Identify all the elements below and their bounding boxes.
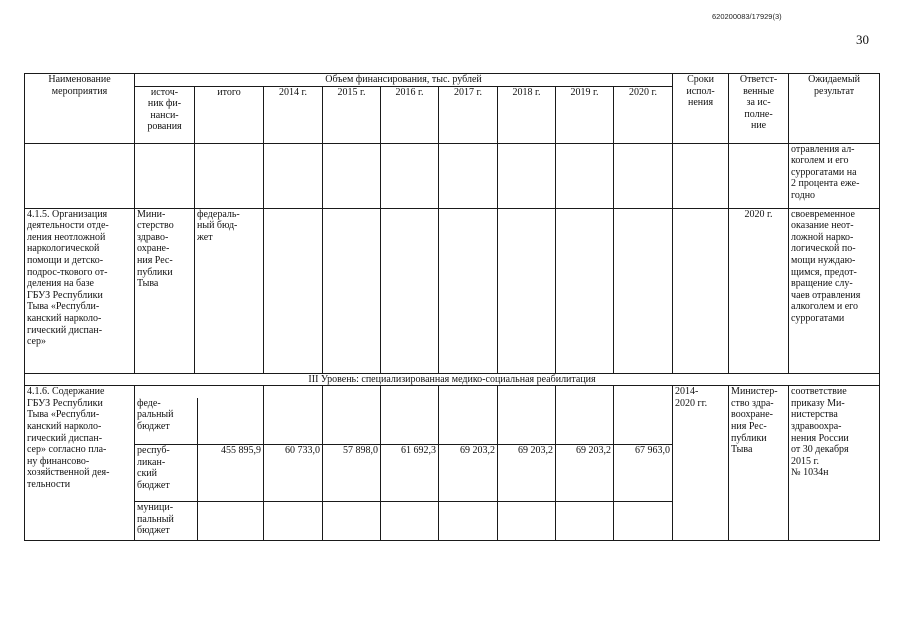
row-416-responsible: Министер- ство здра- воохране- ния Рес- публики Тыва bbox=[729, 386, 789, 541]
row-416-value: 69 203,2 bbox=[439, 445, 498, 502]
financing-table bbox=[24, 73, 880, 541]
header-year: 2016 г. bbox=[381, 86, 439, 143]
header-funding-group: Объем финансирования, тыс. рублей bbox=[135, 74, 673, 87]
header-name: Наименование мероприятия bbox=[25, 74, 135, 144]
header-source: источ- ник фи- нанси- рования bbox=[135, 86, 195, 143]
page-number: 30 bbox=[856, 32, 869, 47]
document-id: 620200083/17929(3) bbox=[712, 12, 782, 21]
header-year: 2015 г. bbox=[323, 86, 381, 143]
row-415-source: федераль- ный бюд- жет bbox=[195, 208, 264, 373]
header-year: 2017 г. bbox=[439, 86, 498, 143]
row-416-total-federal bbox=[197, 398, 263, 445]
row-416-value: 69 203,2 bbox=[556, 445, 614, 502]
header-row bbox=[25, 74, 880, 87]
header-deadline: Сроки испол- нения bbox=[673, 74, 729, 144]
row-416-name: 4.1.6. Содержание ГБУЗ Республики Тыва «Республи- канский нарколо- гический диспан- сер» согласно пла- ну финансово- хозяйственной дея- тельности bbox=[25, 386, 135, 541]
row-415-ministry: Мини- стерство здраво- охране- ния Рес- публики Тыва bbox=[135, 208, 195, 373]
table-row bbox=[25, 386, 880, 445]
row-416-result: соответствие приказу Ми- нистерства здравоохра- нения России от 30 декабря 2015 г. № 1034н bbox=[789, 386, 880, 541]
row-415-result: своевременное оказание неот- ложной нарко- логической по- мощи нуждаю- щимся, предот- вращение слу- чаев отравления алкоголем и его суррогатами bbox=[789, 208, 880, 373]
header-responsible: Ответст- венные за ис- полне- ние bbox=[729, 74, 789, 144]
row-416-source-republican: респуб- ликан- ский бюджет bbox=[137, 445, 170, 491]
table-row bbox=[25, 208, 880, 373]
header-year: 2018 г. bbox=[498, 86, 556, 143]
row-416-value: 57 898,0 bbox=[323, 445, 381, 502]
row-415-name: 4.1.5. Организация деятельности отде- ления неотложной наркологической помощи и детско- подрос-ткового от- деления на базе ГБУЗ Республики Тыва «Республи- канский нарколо- гический диспан- сер» bbox=[25, 208, 135, 373]
row-416-total-republican: 455 895,9 bbox=[197, 445, 263, 501]
row-416-value: 67 963,0 bbox=[614, 445, 673, 502]
header-year: 2019 г. bbox=[556, 86, 614, 143]
row-415-deadline: 2020 г. bbox=[729, 208, 789, 373]
level-heading: III Уровень: специализированная медико-социальная реабилитация bbox=[25, 373, 880, 386]
row-416-value: 69 203,2 bbox=[498, 445, 556, 502]
row-416-total-municipal bbox=[197, 502, 263, 540]
row-416-value: 60 733,0 bbox=[264, 445, 323, 502]
row-416-source-municipal: муници- пальный бюджет bbox=[137, 502, 174, 537]
continued-result: отравления ал- коголем и его суррогатами на 2 процента еже- годно bbox=[789, 143, 880, 208]
header-result: Ожидаемый результат bbox=[789, 74, 880, 144]
header-total: итого bbox=[195, 86, 264, 143]
row-416-value: 61 692,3 bbox=[381, 445, 439, 502]
table-row bbox=[25, 143, 880, 208]
row-416-source-federal: феде- ральный бюджет bbox=[137, 397, 174, 432]
header-year: 2014 г. bbox=[264, 86, 323, 143]
header-year: 2020 г. bbox=[614, 86, 673, 143]
level-row bbox=[25, 373, 880, 386]
row-416-deadline: 2014- 2020 гг. bbox=[673, 386, 729, 541]
